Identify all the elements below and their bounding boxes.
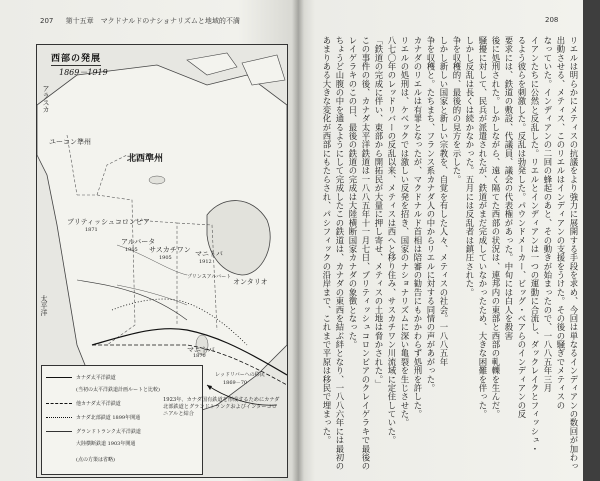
text-column: レイゲラキのこの日、最後の鉄道の完成は大陸横断国家カナダの象徴となった。 xyxy=(348,36,358,349)
text-column: イアンたちに公然と反乱した。リエルとインディアンは一つの運動に合流し、ダックレイクとフィッシュ・ xyxy=(530,36,540,454)
chapter-title: 第十五章 マクドナルドのナショナリズムと地域的不満 xyxy=(65,17,240,25)
map-label-prince-albert: プリンスアルバート xyxy=(187,274,232,280)
map-note: 1923年、カナダ国有鉄道を形成するためにカナダ北部鉄道とグランドトランクおよびインターコロニアルと結合 xyxy=(163,397,280,417)
text-column: なっていた。インディアンの二回の蜂起のあと、その動きが始まったので、一八八五年三月 xyxy=(543,36,553,393)
text-column: カナダのリエルは有罪となったが、マクドナルド首相は陪審の勧告にもかかわらず処刑を許した。 xyxy=(413,36,423,419)
text-column: 「鉄道の完成に伴い、東部から開拓民が大量に押し寄せ、メティスの土地は脅かされた。」 xyxy=(374,36,384,389)
map-label-alaska: アラスカ xyxy=(42,85,50,113)
legend-item: カナダ北部鉄道 1899年開通 xyxy=(46,414,140,421)
right-page-number: 208 xyxy=(545,16,559,24)
map-label-sask-year: 1905 xyxy=(159,255,172,261)
map-label-bc-year: 1871 xyxy=(85,227,98,233)
map-label-alberta: アルバータ xyxy=(121,238,156,246)
text-column: リエルの処刑は、ケベックでは激しい反発を招き、国家のナショナリズムに深い亀裂を生じさせた。 xyxy=(400,36,410,428)
legend-item: (点の方策は省略) xyxy=(76,457,115,463)
map-label-alberta-year: 1905 xyxy=(125,247,138,253)
map-label-pacific: 太平洋 xyxy=(40,295,48,316)
text-column: 騒擾に対して、民兵が派遣されたが、鉄道がまだ完成していなかったため、大きな困難を伴った。 xyxy=(478,36,488,419)
text-column: しかし反乱は長くは続かなかった。五月には反乱者は鎮圧された。 xyxy=(465,36,475,297)
legend-item: 大陸横断鉄道 1903年開通 xyxy=(76,441,136,447)
text-column: あまりある大きな変化が西部にもたらされ、パシフィックの沿岸まで、これまで平原は移民で埋まった。 xyxy=(322,36,332,445)
legend-item: グランドトランク太平洋鉄道 xyxy=(46,428,141,435)
text-column: るよう彼らを刺激した。反乱は勃発した。パウンドメーカー、ビッグ・ベアらのインディアンの反 xyxy=(517,36,527,419)
map-label-red-river-years: 1869－70 xyxy=(223,380,248,386)
map-years: 1869－1919 xyxy=(59,68,108,77)
text-column: リエルは明らかにメティスの抗議をより強力に展開する手段を求め、今回は単なるインディアンの数回が加わっ xyxy=(569,36,579,471)
left-page-number: 207 xyxy=(40,17,54,25)
map-label-saskatchewan: サスカチワン xyxy=(149,246,191,254)
page-edge xyxy=(583,0,600,481)
left-running-head xyxy=(40,16,240,26)
western-development-map xyxy=(36,44,288,478)
text-column: 後に処刑された。しかしながら、遠く隔てた西部の状況は、連邦内の東部と西部の軋轢を生んだ。 xyxy=(491,36,501,419)
map-label-bc: ブリティッシュコロンビア xyxy=(67,218,150,226)
map-legend xyxy=(41,365,203,475)
book-gutter xyxy=(292,0,304,481)
text-column: 要求には、鉄道の敷設、代議員、議会の代表権があった。中旬には白人を殺害 xyxy=(504,36,514,341)
map-title: 西部の発展 xyxy=(51,51,101,66)
text-column: この事件の後、カナダ太平洋鉄道は一八八五年十一月七日、ブリティッシュコロンビアのクレイゲラキで最後の xyxy=(361,36,371,471)
map-label-ontario: オンタリオ xyxy=(233,278,268,286)
legend-item: カナダ太平洋鉄道 xyxy=(46,374,116,381)
legend-item: (当初の太平洋鉄道計画ルートと比較) xyxy=(76,387,160,393)
map-label-manitoba: マニトバ xyxy=(187,346,215,354)
text-column: 争を収穫的、最後的の見方を示した。 xyxy=(452,36,462,184)
text-column: 八七〇年のレッドリバーの反乱以来、メティスは西へと移り住み、サスカチワン川流域に定住していた。 xyxy=(387,36,397,445)
map-label-nw-territories: 北西準州 xyxy=(127,154,164,164)
text-column: 争を収穫と。たちまち、フランス系カナダ人の中からリエルに対する同情の声があがった。 xyxy=(426,36,436,393)
text-column: ちょうど山腹の中を通るようにして完成したこの鉄道は、カナダの東西を結ぶ絆となり、一八八六年には最初の xyxy=(335,36,345,471)
map-label-manitoba-north-year: 1912 xyxy=(199,259,212,265)
map-label-manitoba-north: マニトバ xyxy=(195,250,223,258)
map-label-manitoba-year: 1870 xyxy=(193,353,206,359)
map-label-yukon: ユーコン準州 xyxy=(49,138,91,146)
text-column: 出動させる、メティス、このリエルはインディアンの支援をうけた。その後の騒ぎでメティスの xyxy=(556,36,566,410)
map-label-red-river: レッドリバーへの移民 xyxy=(215,372,265,378)
legend-item: 他カナダ太平洋鉄道 xyxy=(46,400,121,407)
text-column: しかし新しい国家と新しい宗教を、自覚を有した人々、メティスの社会。一八八五年 xyxy=(439,36,449,367)
